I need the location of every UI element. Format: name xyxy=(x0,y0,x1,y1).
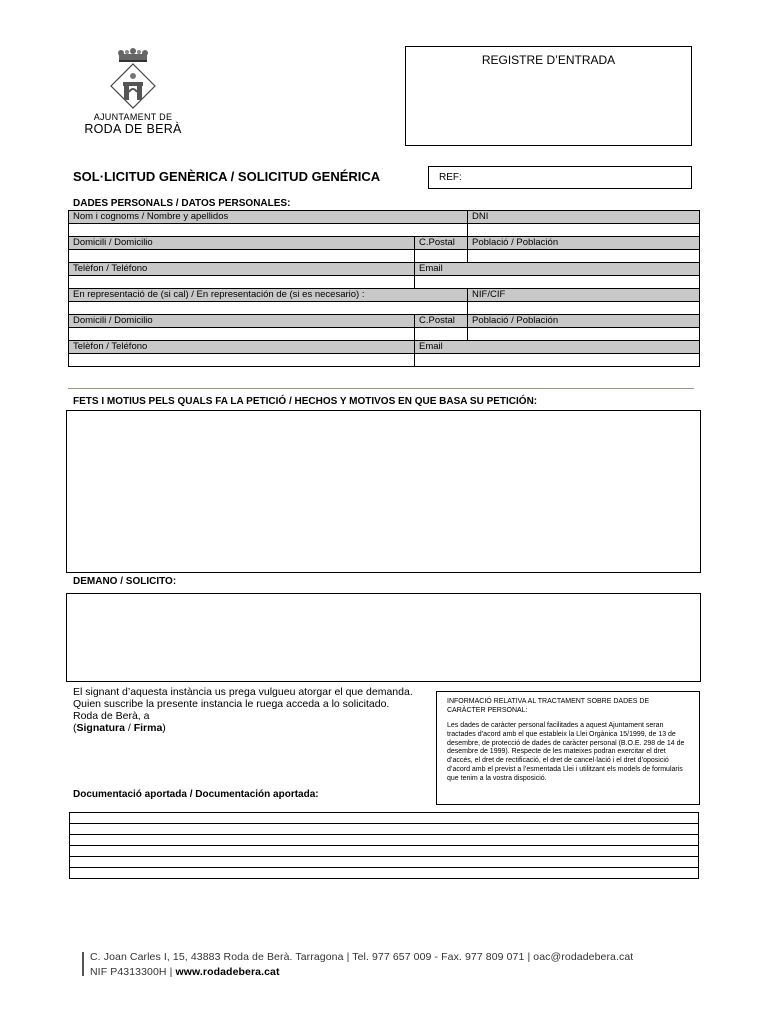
logo-line-2: RODA DE BERÀ xyxy=(84,122,182,136)
name-field[interactable] xyxy=(69,224,468,237)
documents-row[interactable] xyxy=(70,824,699,835)
phone2-field[interactable] xyxy=(69,354,415,367)
address-field[interactable] xyxy=(69,250,415,263)
postal-code-label: C.Postal xyxy=(415,237,468,250)
email2-field[interactable] xyxy=(415,354,700,367)
address2-field[interactable] xyxy=(69,328,415,341)
signature-line-3: Roda de Berà, a xyxy=(73,710,150,722)
signature-close-paren: ) xyxy=(162,722,166,734)
privacy-info-box xyxy=(436,691,700,805)
footer-nif-web xyxy=(90,966,280,978)
signature-block xyxy=(73,686,413,734)
footer-website[interactable]: www.rodadebera.cat xyxy=(175,966,280,978)
coat-of-arms-icon xyxy=(103,48,163,110)
documents-row[interactable] xyxy=(70,857,699,868)
signature-line-2: Quien suscribe la presente instancia le ruega acceda a lo solicitado. xyxy=(73,698,390,710)
postal-code-field[interactable] xyxy=(415,250,468,263)
signature-open-paren: ( xyxy=(73,722,77,734)
signature-separator: / xyxy=(124,722,134,734)
documents-table xyxy=(69,812,699,879)
documents-row[interactable] xyxy=(70,813,699,824)
privacy-body: Les dades de caràcter personal facilitades a aquest Ajuntament seran tractades d’acord amb el que estableix la Llei Orgànica 15/1999, de 13 de desembre, de protecció de dades de caràcter personal (B.O.E. 298 de 14 de desembre de 1999). Respecte de les mateixes podran exercitar el dret d’accés, el dret de rectificació, el dret de cancel·lació i el dret d’oposició d’acord amb el previst a l’esmentada Llei i utilitzant els models de formularis que tenim a la vostra disposició. xyxy=(447,722,685,782)
representation-label: En representació de (si cal) / En representación de (si es necesario) : xyxy=(69,289,468,302)
documents-section-title: Documentació aportada / Documentación aportada: xyxy=(73,789,319,800)
registry-box xyxy=(405,46,692,146)
town2-label: Població / Población xyxy=(468,315,700,328)
representation-field[interactable] xyxy=(69,302,468,315)
phone-field[interactable] xyxy=(69,276,415,289)
facts-textarea[interactable] xyxy=(66,410,701,573)
privacy-title: INFORMACIÓ RELATIVA AL TRACTAMENT SOBRE DADES DE CARÀCTER PERSONAL: xyxy=(447,698,650,714)
town-field[interactable] xyxy=(468,250,700,263)
request-section-title: DEMANO / SOLICITO: xyxy=(73,576,177,587)
personal-section-title: DADES PERSONALS / DATOS PERSONALES: xyxy=(73,198,291,209)
nif-field[interactable] xyxy=(468,302,700,315)
request-textarea[interactable] xyxy=(66,593,701,682)
name-label: Nom i cognoms / Nombre y apellidos xyxy=(69,211,468,224)
section-divider xyxy=(68,388,694,389)
phone-label: Telèfon / Teléfono xyxy=(69,263,415,276)
documents-row[interactable] xyxy=(70,868,699,879)
address-label: Domicili / Domicilio xyxy=(69,237,415,250)
footer-nif: NIF P4313300H | xyxy=(90,966,176,978)
ref-label: REF: xyxy=(439,172,462,183)
ref-field[interactable] xyxy=(428,166,692,189)
logo-line-1: AJUNTAMENT DE xyxy=(93,112,173,122)
footer-bar xyxy=(82,952,84,976)
phone2-label: Telèfon / Teléfono xyxy=(69,341,415,354)
personal-data-table xyxy=(68,210,700,367)
postal-code2-field[interactable] xyxy=(415,328,468,341)
signature-spanish: Firma xyxy=(133,722,163,734)
town-label: Població / Población xyxy=(468,237,700,250)
email-field[interactable] xyxy=(415,276,700,289)
town2-field[interactable] xyxy=(468,328,700,341)
form-title: SOL·LICITUD GENÈRICA / SOLICITUD GENÉRICA xyxy=(73,169,381,184)
dni-field[interactable] xyxy=(468,224,700,237)
footer-address: C. Joan Carles I, 15, 43883 Roda de Berà. Tarragona | Tel. 977 657 009 - Fax. 977 809 071 | oac@rodadebera.cat xyxy=(90,951,634,963)
municipal-logo xyxy=(78,48,188,138)
documents-row[interactable] xyxy=(70,846,699,857)
facts-section-title: FETS I MOTIUS PELS QUALS FA LA PETICIÓ / HECHOS Y MOTIVOS EN QUE BASA SU PETICIÓN: xyxy=(73,396,538,407)
postal-code2-label: C.Postal xyxy=(415,315,468,328)
documents-row[interactable] xyxy=(70,835,699,846)
email-label: Email xyxy=(415,263,700,276)
nif-label: NIF/CIF xyxy=(468,289,700,302)
registry-title: REGISTRE D’ENTRADA xyxy=(481,53,616,67)
signature-caption xyxy=(73,722,413,734)
signature-line-1: El signant d’aquesta instància us prega vulgueu atorgar el que demanda. xyxy=(73,686,413,698)
address2-label: Domicili / Domicilio xyxy=(69,315,415,328)
signature-catalan: Signatura xyxy=(76,722,125,734)
email2-label: Email xyxy=(415,341,700,354)
dni-label: DNI xyxy=(468,211,700,224)
